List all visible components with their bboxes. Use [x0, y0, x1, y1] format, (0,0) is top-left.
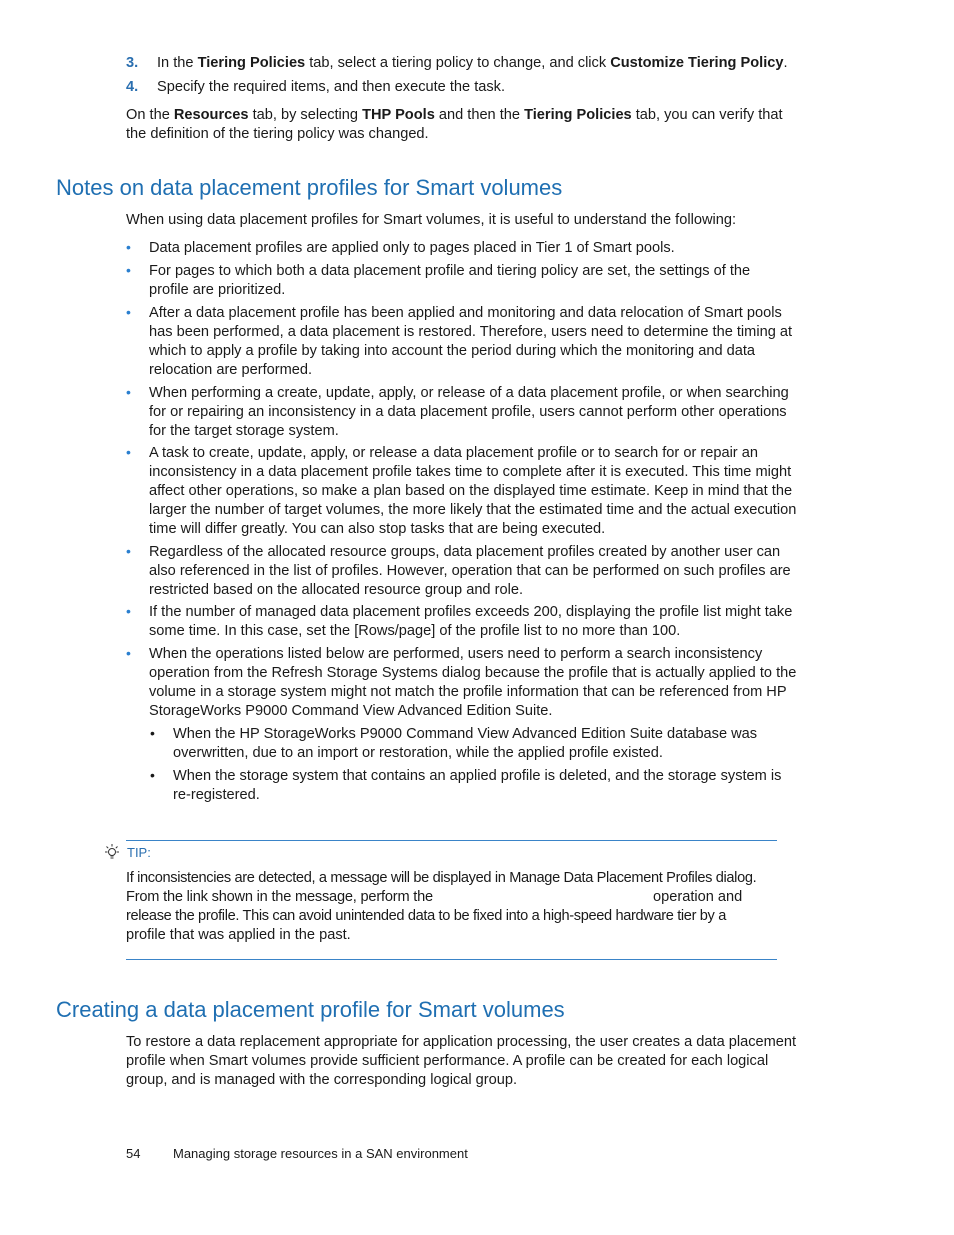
- bullet-marker: •: [126, 239, 131, 255]
- bullet-item-1: Data placement profiles are applied only to pages placed in Tier 1 of Smart pools.: [149, 240, 675, 256]
- verify-t2: tab, by selecting: [248, 107, 363, 123]
- tip-top-rule: [126, 840, 777, 841]
- tip-bottom-rule: [126, 959, 777, 960]
- bullet-marker: •: [126, 304, 131, 320]
- bullet-marker: •: [126, 603, 131, 619]
- tip-label: TIP:: [127, 845, 151, 860]
- step-3-post: .: [783, 55, 788, 71]
- step-3-tiering-policies: Tiering Policies: [197, 55, 306, 71]
- verify-t1: On the: [126, 107, 174, 123]
- tip-line-1: If inconsistencies are detected, a message will be displayed in Manage Data Placement Profiles dialog.: [126, 870, 757, 886]
- section-heading-notes: Notes on data placement profiles for Smart volumes: [56, 175, 563, 200]
- tip-line-4: profile that was applied in the past.: [126, 927, 351, 943]
- tip-line-2b: operation and: [653, 889, 743, 905]
- section2-body: To restore a data replacement appropriate for application processing, the user creates a data placement profile when Smart volumes provide sufficient performance. A profile can be created for each logical group, and is managed with the corresponding logical group.: [126, 1034, 797, 1088]
- sub-bullet-marker: •: [150, 725, 155, 741]
- bullet-marker: •: [126, 543, 131, 559]
- bullet-item-5: A task to create, update, apply, or release a data placement profile or to search for or repair an inconsistency in a data placement profile takes time to complete after it is executed. This time might affect other operations, so make a plan based on the displayed time estimate. Keep in mind that the larger the number of target volumes, the more likely that the estimated time and the actual execution time will differ greatly. You can also stop tasks that are being executed.: [149, 445, 797, 537]
- step-4-number: 4.: [126, 79, 139, 95]
- bullet-item-8: When the operations listed below are performed, users need to perform a search inconsistency operation from the Refresh Storage Systems dialog because the profile that is actually applied to the volume in a storage system might not match the profile information that can be referenced from HP StorageWorks P9000 Command View Advanced Edition Suite.: [149, 646, 797, 719]
- bullet-item-6: Regardless of the allocated resource groups, data placement profiles created by another user can also referenced in the list of profiles. However, operation that can be performed on such profiles are restricted based on the allocated resource group and role.: [149, 544, 791, 598]
- step-3-pre: In the: [157, 55, 198, 71]
- bullet-marker: •: [126, 645, 131, 661]
- bullet-item-3: After a data placement profile has been applied and monitoring and data relocation of Smart pools has been performed, a data placement is restored. Therefore, users need to determine the timing at which to apply a profile by taking into account the period during which the monitoring and data relocation are performed.: [149, 305, 793, 378]
- bullet-marker: •: [126, 444, 131, 460]
- step-3-text: [157, 54, 817, 73]
- verify-t4: tab, you can verify that the definition of the tiering policy was changed.: [126, 107, 783, 142]
- step-3-mid: tab, select a tiering policy to change, and click: [305, 55, 611, 71]
- sub-bullet-item-2: When the storage system that contains an applied profile is deleted, and the storage system is re-registered.: [173, 768, 782, 803]
- bullet-item-4: When performing a create, update, apply, or release of a data placement profile, or when searching for or repairing an inconsistency in a data placement profile, users cannot perform other operations for the target storage system.: [149, 385, 789, 439]
- sub-bullet-marker: •: [150, 767, 155, 783]
- step-4-text: Specify the required items, and then execute the task.: [157, 79, 506, 95]
- verify-tiering-policies: Tiering Policies: [524, 107, 632, 123]
- section-intro: When using data placement profiles for Smart volumes, it is useful to understand the following:: [126, 212, 737, 228]
- page-number: 54: [126, 1146, 141, 1161]
- lightbulb-icon: [103, 843, 121, 863]
- bullet-item-7: If the number of managed data placement profiles exceeds 200, displaying the profile list might take some time. In this case, set the [Rows/page] of the profile list to no more than 100.: [149, 604, 793, 639]
- bullet-marker: •: [126, 384, 131, 400]
- tip-line-2a: From the link shown in the message, perform the: [126, 889, 433, 905]
- verify-thp-pools: THP Pools: [362, 107, 435, 123]
- verify-paragraph: [126, 106, 806, 144]
- verify-resources: Resources: [173, 107, 249, 123]
- section-heading-creating: Creating a data placement profile for Smart volumes: [56, 997, 565, 1022]
- step-3-customize-tiering-policy: Customize Tiering Policy: [610, 55, 784, 71]
- step-3-number: 3.: [126, 55, 139, 71]
- verify-t3: and then the: [434, 107, 525, 123]
- sub-bullet-item-1: When the HP StorageWorks P9000 Command View Advanced Edition Suite database was overwritten, due to an import or restoration, while the applied profile existed.: [173, 726, 758, 761]
- bullet-marker: •: [126, 262, 131, 278]
- tip-line-3: release the profile. This can avoid unintended data to be fixed into a high-speed hardware tier by a: [126, 908, 726, 924]
- bullet-item-2: For pages to which both a data placement profile and tiering policy are set, the settings of the profile are prioritized.: [149, 263, 751, 298]
- footer-title: Managing storage resources in a SAN environment: [173, 1146, 468, 1161]
